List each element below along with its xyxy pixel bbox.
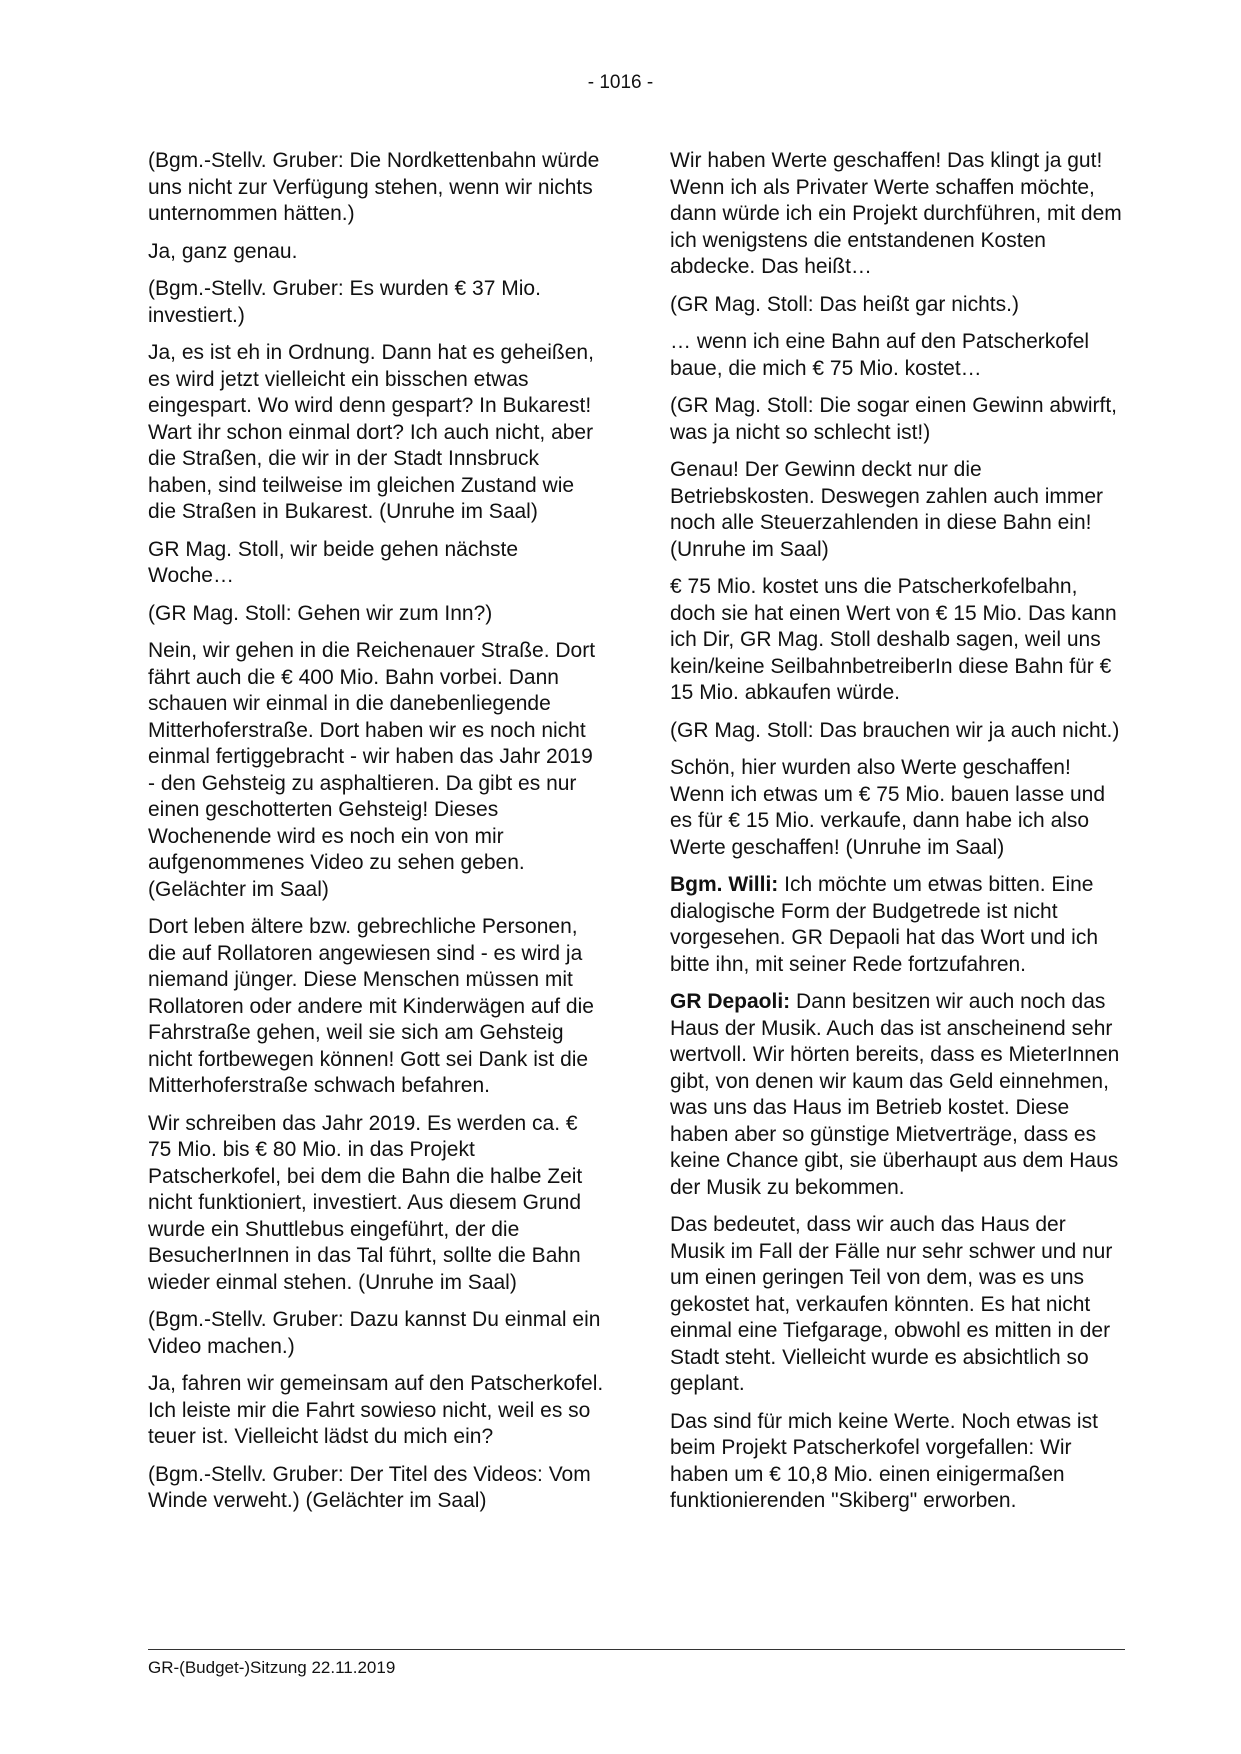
paragraph: (GR Mag. Stoll: Die sogar einen Gewinn abwirft, was ja nicht so schlecht ist!) bbox=[670, 394, 1118, 444]
speaker-name: Bgm. Willi: bbox=[670, 873, 779, 896]
speaker-text: Ich möchte um etwas bitten. Eine dialogische Form der Budgetrede ist nicht vorgesehen. GR Depaoli hat das Wort und ich bitte ihn, mit seiner Rede fortzufahren. bbox=[670, 873, 1099, 976]
paragraph: Ja, es ist eh in Ordnung. Dann hat es geheißen, es wird jetzt vielleicht ein bisschen etwas eingespart. Wo wird denn gespart? In Bukarest! Wart ihr schon einmal dort? Ich auch nicht, aber die Straßen, die wir in der Stadt Innsbruck haben, sind teilweise im gleichen Zustand wie die Straßen in Bukarest. (Unruhe im Saal) bbox=[148, 341, 594, 523]
paragraph: Das sind für mich keine Werte. Noch etwas ist beim Projekt Patscherkofel vorgefallen: Wir haben um € 10,8 Mio. einen einigermaßen funktionierenden "Skiberg" erworben. bbox=[670, 1409, 1098, 1512]
paragraph: Schön, hier wurden also Werte geschaffen! Wenn ich etwas um € 75 Mio. bauen lasse und es für € 15 Mio. verkaufe, dann habe ich also Werte geschaffen! (Unruhe im Saal) bbox=[670, 756, 1106, 859]
paragraph: (GR Mag. Stoll: Das heißt gar nichts.) bbox=[670, 292, 1019, 316]
paragraph: (GR Mag. Stoll: Das brauchen wir ja auch nicht.) bbox=[670, 718, 1120, 742]
footer-text: GR-(Budget-)Sitzung 22.11.2019 bbox=[148, 1658, 396, 1677]
left-column bbox=[148, 148, 604, 1526]
paragraph: Wir haben Werte geschaffen! Das klingt ja gut! Wenn ich als Privater Werte schaffen möchte, dann würde ich ein Projekt durchführen, mit dem ich wenigstens die entstandenen Kosten abdecke. Das heißt… bbox=[670, 149, 1122, 278]
right-column bbox=[670, 148, 1125, 1526]
speaker-text: Dann besitzen wir auch noch das Haus der Musik. Auch das ist anscheinend sehr wertvoll. Wir hörten bereits, dass es MieterInnen gibt, von denen wir kaum das Geld einnehmen, was uns das Haus im Betrieb kostet. Diese haben aber so günstige Mietverträge, dass es keine Chance gibt, sie überhaupt aus dem Haus der Musik zu bekommen. bbox=[670, 990, 1120, 1199]
speaker-paragraph bbox=[670, 989, 1125, 1201]
paragraph: (GR Mag. Stoll: Gehen wir zum Inn?) bbox=[148, 601, 493, 625]
paragraph: € 75 Mio. kostet uns die Patscherkofelbahn, doch sie hat einen Wert von € 15 Mio. Das kann ich Dir, GR Mag. Stoll deshalb sagen, weil uns kein/keine SeilbahnbetreiberIn diese Bahn für € 15 Mio. abkaufen würde. bbox=[670, 575, 1117, 704]
paragraph: (Bgm.-Stellv. Gruber: Die Nordkettenbahn würde uns nicht zur Verfügung stehen, wenn wir nichts unternommen hätten.) bbox=[148, 149, 600, 225]
paragraph: Ja, fahren wir gemeinsam auf den Patscherkofel. Ich leiste mir die Fahrt sowieso nicht, weil es so teuer ist. Vielleicht lädst du mich ein? bbox=[148, 1372, 604, 1448]
paragraph: Ja, ganz genau. bbox=[148, 239, 298, 263]
paragraph: Genau! Der Gewinn deckt nur die Betriebskosten. Deswegen zahlen auch immer noch alle Steuerzahlenden in diese Bahn ein! (Unruhe im Saal) bbox=[670, 458, 1104, 561]
speaker-name: GR Depaoli: bbox=[670, 990, 791, 1013]
paragraph: Das bedeutet, dass wir auch das Haus der Musik im Fall der Fälle nur sehr schwer und nur um einen geringen Teil von dem, was es uns gekostet hat, verkaufen könnten. Es hat nicht einmal eine Tiefgarage, obwohl es mitten in der Stadt steht. Vielleicht wurde es absichtlich so geplant. bbox=[670, 1213, 1113, 1395]
paragraph: GR Mag. Stoll, wir beide gehen nächste Woche… bbox=[148, 537, 519, 587]
paragraph: Wir schreiben das Jahr 2019. Es werden ca. € 75 Mio. bis € 80 Mio. in das Projekt Patscherkofel, bei dem die Bahn die halbe Zeit nicht funktioniert, investiert. Aus diesem Grund wurde ein Shuttlebus eingeführt, der die BesucherInnen in das Tal führt, sollte die Bahn wieder einmal stehen. (Unruhe im Saal) bbox=[148, 1111, 583, 1294]
page-number: - 1016 - bbox=[587, 72, 654, 93]
paragraph: (Bgm.-Stellv. Gruber: Es wurden € 37 Mio. investiert.) bbox=[148, 277, 541, 327]
footer-divider bbox=[148, 1649, 1125, 1650]
paragraph: Dort leben ältere bzw. gebrechliche Personen, die auf Rollatoren angewiesen sind - es wird ja niemand jünger. Diese Menschen müssen mit Rollatoren oder andere mit Kinderwägen auf die Fahrstraße gehen, weil sie sich am Gehsteig nicht fortbewegen können! Gott sei Dank ist die Mitterhoferstraße schwach befahren. bbox=[148, 915, 594, 1097]
paragraph: Nein, wir gehen in die Reichenauer Straße. Dort fährt auch die € 400 Mio. Bahn vorbei. Dann schauen wir einmal in die danebenliegende Mitterhoferstraße. Dort haben wir es noch nicht einmal fertiggebracht - wir haben das Jahr 2019 - den Gehsteig zu asphaltieren. Da gibt es nur einen geschotterten Gehsteig! Dieses Wochenende wird es noch ein von mir aufgenommenes Video zu sehen geben. (Gelächter im Saal) bbox=[148, 639, 596, 901]
paragraph: (Bgm.-Stellv. Gruber: Der Titel des Videos: Vom Winde verweht.) (Gelächter im Saal) bbox=[148, 1462, 591, 1512]
paragraph: … wenn ich eine Bahn auf den Patscherkofel baue, die mich € 75 Mio. kostet… bbox=[670, 330, 1090, 380]
paragraph: (Bgm.-Stellv. Gruber: Dazu kannst Du einmal ein Video machen.) bbox=[148, 1308, 601, 1358]
speaker-paragraph bbox=[670, 872, 1125, 978]
